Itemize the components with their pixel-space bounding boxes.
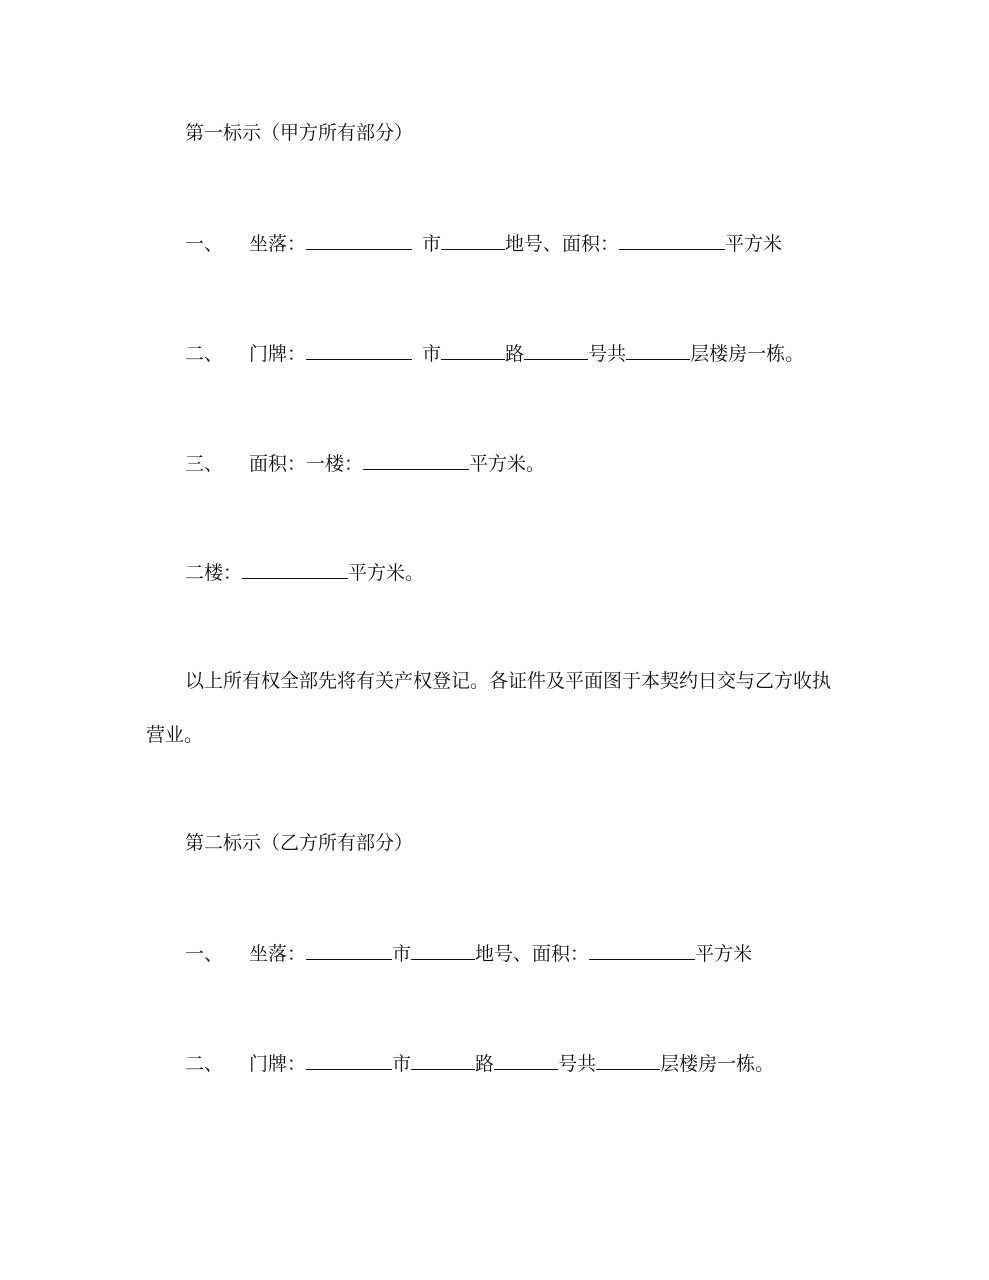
- number-total-label: 号共: [558, 1053, 597, 1075]
- unit-label: 平方米。: [469, 453, 546, 475]
- item-number: 一、: [185, 233, 224, 255]
- blank-doorplate[interactable]: [306, 1051, 392, 1070]
- section1-paragraph-line1: 以上所有权全部先将有关产权登记。各证件及平面图于本契约日交与乙方收执: [185, 670, 832, 692]
- city-label: 市: [422, 233, 442, 255]
- field-label: 坐落：: [249, 233, 307, 255]
- blank-city[interactable]: [411, 941, 475, 960]
- blank-floor1-area[interactable]: [363, 451, 469, 470]
- field-label: 面积：一楼：: [249, 453, 364, 475]
- unit-label: 平方米: [695, 943, 753, 965]
- section1-item1: [185, 231, 782, 255]
- item-number: 一、: [185, 943, 224, 965]
- blank-area[interactable]: [589, 941, 695, 960]
- blank-city[interactable]: [411, 1051, 475, 1070]
- city-label: 市: [392, 1053, 412, 1075]
- item-number: 二、: [185, 343, 224, 365]
- section2-item2: [185, 1051, 774, 1075]
- section1-item3: [185, 451, 545, 475]
- section1-paragraph-line2: 营业。: [146, 724, 204, 746]
- blank-doorplate[interactable]: [306, 341, 412, 360]
- blank-floor2-area[interactable]: [242, 560, 348, 579]
- number-total-label: 号共: [588, 343, 627, 365]
- field-label: 坐落：: [249, 943, 307, 965]
- unit-label: 平方米: [725, 233, 783, 255]
- section2-heading: 第二标示（乙方所有部分）: [185, 832, 414, 854]
- blank-floors[interactable]: [596, 1051, 660, 1070]
- lot-area-label: 地号、面积：: [505, 233, 620, 255]
- building-label: 层楼房一栋。: [690, 343, 805, 365]
- blank-road[interactable]: [524, 341, 588, 360]
- blank-floors[interactable]: [626, 341, 690, 360]
- item-number: 三、: [185, 453, 224, 475]
- blank-city[interactable]: [441, 341, 505, 360]
- blank-location[interactable]: [306, 941, 392, 960]
- road-label: 路: [505, 343, 525, 365]
- lot-area-label: 地号、面积：: [475, 943, 590, 965]
- city-label: 市: [422, 343, 442, 365]
- section2-item1: [185, 941, 752, 965]
- blank-road[interactable]: [494, 1051, 558, 1070]
- building-label: 层楼房一栋。: [660, 1053, 775, 1075]
- section1-heading: 第一标示（甲方所有部分）: [185, 122, 414, 144]
- section1-floor2: [185, 560, 424, 584]
- blank-location[interactable]: [306, 231, 412, 250]
- field-label: 门牌：: [249, 343, 307, 365]
- blank-city[interactable]: [441, 231, 505, 250]
- blank-area[interactable]: [619, 231, 725, 250]
- city-label: 市: [392, 943, 412, 965]
- field-label: 二楼：: [185, 562, 243, 584]
- road-label: 路: [475, 1053, 495, 1075]
- unit-label: 平方米。: [348, 562, 425, 584]
- section1-item2: [185, 341, 804, 365]
- item-number: 二、: [185, 1053, 224, 1075]
- field-label: 门牌：: [249, 1053, 307, 1075]
